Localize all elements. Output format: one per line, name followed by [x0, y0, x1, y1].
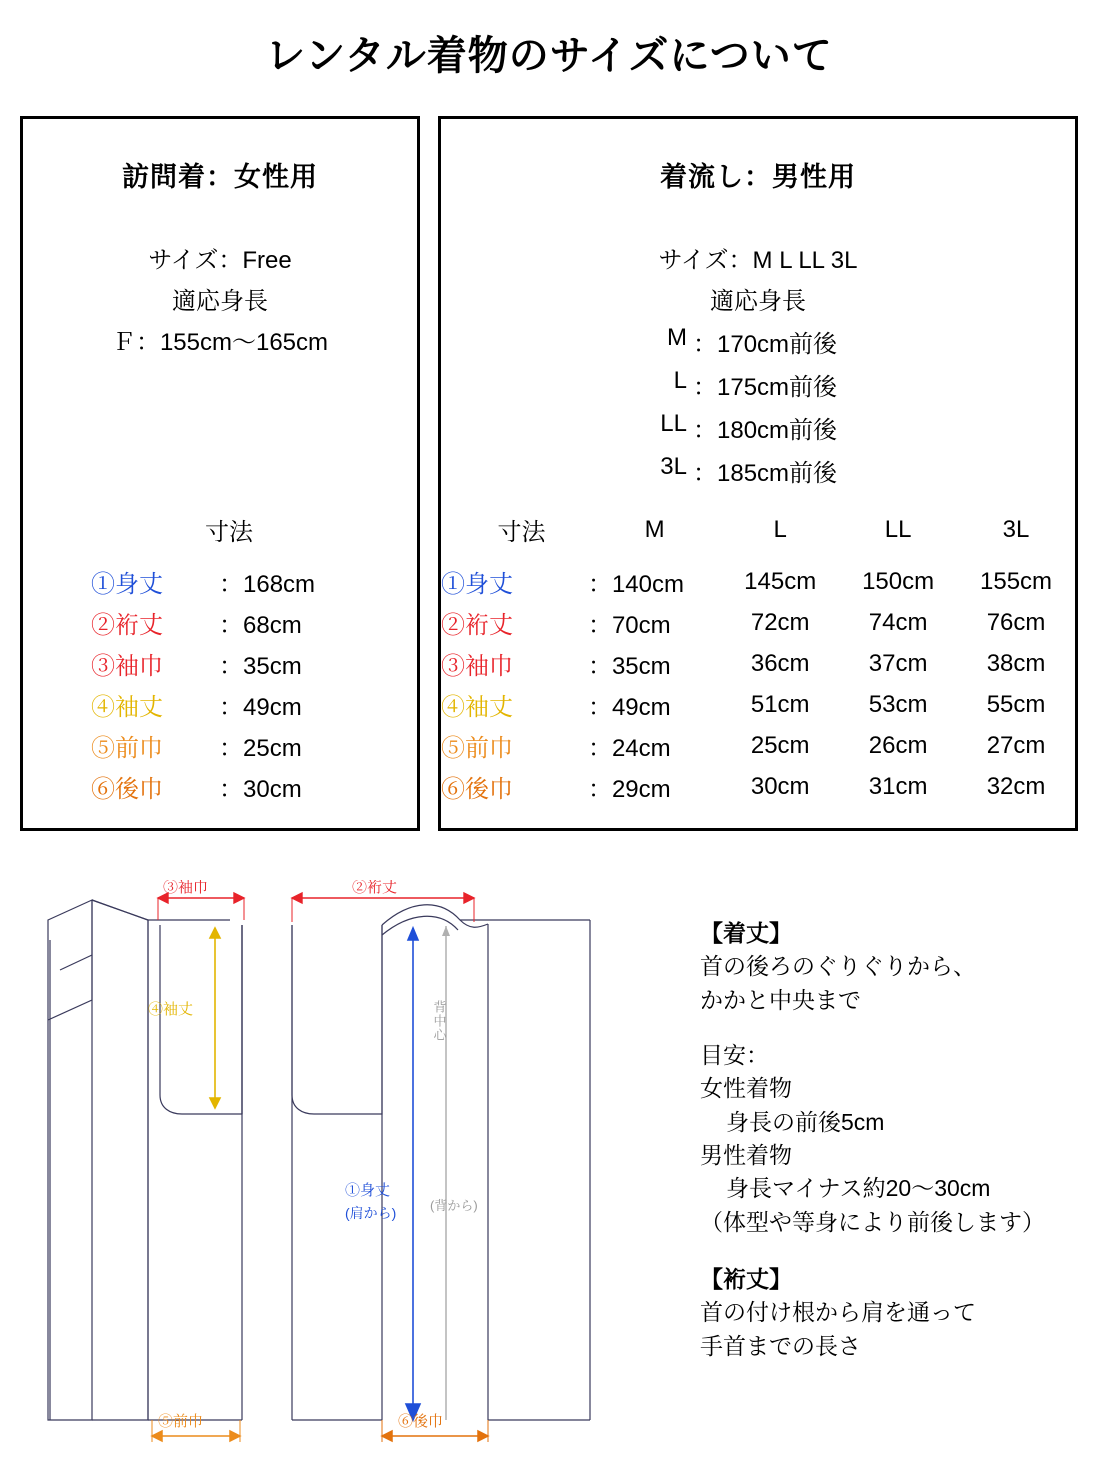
cell-sodetake-ll: 53cm — [868, 690, 928, 718]
notes-kitake-line1: 首の後ろのぐりぐりから、 — [700, 953, 976, 980]
svg-text:(背から): (背から) — [430, 1198, 478, 1213]
row-value-sodetake: ：49cm — [219, 694, 302, 721]
diagram-label-maehaba: ⑤前巾 — [158, 1413, 204, 1430]
notes-male-body: 身長マイナス約20〜30cm — [726, 1175, 991, 1202]
row-num-yukitake: ② — [441, 612, 465, 639]
list-item — [441, 410, 1075, 445]
row-name-maehaba: 前巾 — [465, 735, 513, 762]
table-row — [441, 643, 1075, 684]
row-num-maehaba: ⑤ — [441, 735, 465, 762]
cell-mitake-ll: 150cm — [862, 567, 935, 595]
cell-sodehaba-l: 36cm — [750, 649, 810, 677]
table-row — [91, 684, 349, 725]
cell-sodehaba-3l: 38cm — [986, 649, 1046, 677]
notes-female-body: 身長の前後5cm — [726, 1108, 885, 1135]
cell-ushirohaba-m: ：29cm — [587, 776, 671, 803]
height-value-ll: ：180cm前後 — [693, 417, 838, 444]
male-meas-header: 寸法 — [497, 519, 546, 546]
height-size-m: M — [667, 324, 687, 351]
row-name-mitake: 身丈 — [465, 571, 513, 598]
height-size-ll: LL — [660, 410, 687, 437]
col-header-l: L — [773, 515, 787, 543]
notes-male-note: （体型や等身により前後します） — [700, 1208, 1045, 1235]
row-name-sodetake: 袖丈 — [465, 694, 513, 721]
diagram-label-ushirohaba: ⑥後巾 — [398, 1413, 444, 1430]
row-value-yukitake: ：68cm — [219, 612, 302, 639]
cell-mitake-3l: 155cm — [980, 567, 1053, 595]
svg-text:背中心: 背中心 — [431, 1000, 447, 1042]
table-row — [91, 643, 349, 684]
kimono-diagram — [30, 880, 670, 1460]
cell-yukitake-ll: 74cm — [868, 608, 928, 636]
cell-yukitake-l: 72cm — [750, 608, 810, 636]
cell-sodetake-3l: 55cm — [986, 690, 1046, 718]
row-num-sodehaba: ③ — [441, 653, 465, 680]
table-row — [91, 766, 349, 807]
row-label-sodehaba: ③ — [91, 653, 115, 680]
row-num-sodetake: ④ — [441, 694, 465, 721]
table-row — [91, 725, 349, 766]
diagram-label-mitake: ①身丈 — [345, 1182, 391, 1199]
cell-maehaba-ll: 26cm — [868, 731, 928, 759]
diagram-label-yukitake: ②裄丈 — [352, 880, 398, 896]
row-label-sodetake: ④ — [91, 694, 115, 721]
list-item — [441, 367, 1075, 402]
col-header-m: M — [644, 515, 665, 543]
notes-yukitake-line2: 手首までの長さ — [700, 1332, 861, 1359]
height-value-m: ：170cm前後 — [693, 331, 838, 358]
cell-ushirohaba-l: 30cm — [750, 772, 810, 800]
notes-heading-yukitake: 【裄丈】 — [700, 1266, 792, 1293]
cell-mitake-m: ：140cm — [587, 571, 684, 598]
row-num-ushirohaba: ⑥ — [441, 776, 465, 803]
cell-sodetake-m: ：49cm — [587, 694, 671, 721]
table-row — [441, 725, 1075, 766]
female-measurement-table — [23, 509, 417, 807]
page-title: レンタル着物のサイズについて — [265, 34, 833, 78]
cell-sodetake-l: 51cm — [750, 690, 810, 718]
height-size-l: L — [673, 367, 687, 394]
male-size-label: サイズ：M L LL 3L — [658, 247, 858, 274]
row-label-maehaba: ⑤ — [91, 735, 115, 762]
table-row — [441, 766, 1075, 807]
notes-female-head: 女性着物 — [700, 1075, 792, 1102]
diagram-label-sodetake: ④袖丈 — [148, 1001, 194, 1018]
female-meas-header: 寸法 — [205, 519, 253, 546]
list-item — [441, 324, 1075, 359]
height-value-l: ：175cm前後 — [693, 374, 838, 401]
cell-sodehaba-m: ：35cm — [587, 653, 671, 680]
table-row — [441, 561, 1075, 602]
row-name-sodehaba: 袖巾 — [115, 653, 163, 680]
male-panel — [438, 116, 1078, 831]
male-panel-title: 着流し：男性用 — [660, 162, 856, 192]
cell-maehaba-m: ：24cm — [587, 735, 671, 762]
table-row — [91, 602, 349, 643]
notes-yukitake-line1: 首の付け根から肩を通って — [700, 1299, 976, 1326]
notes-male-head: 男性着物 — [700, 1142, 792, 1169]
table-row — [441, 509, 1075, 561]
male-height-label: 適応身長 — [710, 288, 806, 315]
row-num-mitake: ① — [441, 571, 465, 598]
row-name-sodehaba: 袖巾 — [465, 653, 513, 680]
row-value-ushirohaba: ：30cm — [219, 776, 302, 803]
row-label-ushirohaba: ⑥ — [91, 776, 115, 803]
height-value-3l: ：185cm前後 — [693, 460, 838, 487]
row-name-mitake: 身丈 — [115, 571, 163, 598]
female-size-label: サイズ：Free — [148, 247, 292, 274]
table-row — [441, 602, 1075, 643]
cell-mitake-l: 145cm — [744, 567, 817, 595]
notes-kitake-line2: かかと中央まで — [700, 986, 861, 1013]
row-name-maehaba: 前巾 — [115, 735, 163, 762]
row-name-ushirohaba: 後巾 — [465, 776, 513, 803]
row-name-yukitake: 裄丈 — [465, 612, 513, 639]
row-label-mitake: ① — [91, 571, 115, 598]
row-value-sodehaba: ：35cm — [219, 653, 302, 680]
table-row — [441, 684, 1075, 725]
row-value-maehaba: ：25cm — [219, 735, 302, 762]
male-measurement-table — [441, 509, 1075, 807]
cell-maehaba-l: 25cm — [750, 731, 810, 759]
cell-ushirohaba-ll: 31cm — [868, 772, 928, 800]
diagram-label-sodehaba: ③袖巾 — [163, 880, 209, 896]
col-header-3l: 3L — [1002, 515, 1030, 543]
cell-ushirohaba-3l: 32cm — [986, 772, 1046, 800]
list-item — [441, 453, 1075, 488]
row-name-sodetake: 袖丈 — [115, 694, 163, 721]
cell-sodehaba-ll: 37cm — [868, 649, 928, 677]
notes-panel — [700, 915, 1090, 1363]
cell-yukitake-m: ：70cm — [587, 612, 671, 639]
table-row — [91, 509, 349, 561]
row-name-yukitake: 裄丈 — [115, 612, 163, 639]
row-name-ushirohaba: 後巾 — [115, 776, 163, 803]
male-height-list — [441, 324, 1075, 488]
notes-heading-kitake: 【着丈】 — [700, 920, 792, 946]
notes-meyasu: 目安： — [700, 1042, 769, 1069]
cell-maehaba-3l: 27cm — [986, 731, 1046, 759]
row-label-yukitake: ② — [91, 612, 115, 639]
table-row — [91, 561, 349, 602]
female-panel — [20, 116, 420, 831]
row-value-mitake: ：168cm — [219, 571, 316, 598]
female-panel-title: 訪問着：女性用 — [122, 162, 318, 192]
female-height-label: 適応身長 — [172, 288, 268, 315]
height-size-3l: 3L — [660, 453, 687, 480]
female-height-value: Ｆ：155cm〜165cm — [111, 329, 329, 356]
diagram-label-mitake-sub: (肩から) — [345, 1205, 397, 1221]
cell-yukitake-3l: 76cm — [986, 608, 1046, 636]
col-header-ll: LL — [884, 515, 912, 543]
